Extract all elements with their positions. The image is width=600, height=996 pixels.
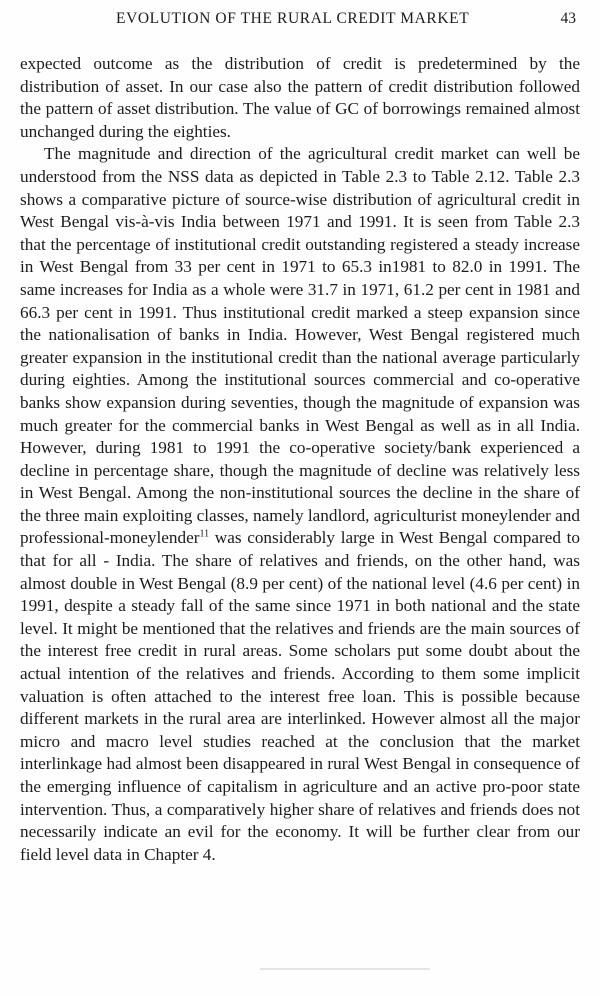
running-title: EVOLUTION OF THE RURAL CREDIT MARKET bbox=[116, 10, 470, 27]
show-through-smudge bbox=[260, 968, 430, 970]
page-number: 43 bbox=[560, 10, 576, 27]
paragraph-credit-market bbox=[20, 143, 580, 866]
paragraph-continuation: expected outcome as the distribution of credit is predetermined by the distribution of asset. In our case also the pattern of credit distribution followed the pattern of asset distribution. The value of GC of borrowings remained almost unchanged during the eighties. bbox=[20, 54, 580, 141]
body-text bbox=[20, 53, 580, 866]
paragraph-text-part: The magnitude and direction of the agricultural credit market can well be understood from the NSS data as depicted in Table 2.3 to Table 2.12. Table 2.3 shows a comparative picture of source-wise distribution of agricultural credit in West Bengal vis-à-vis India between 1971 and 1991. It is seen from Table 2.3 that the percentage of institutional credit outstanding registered a steady increase in West Bengal from 33 per cent in 1971 to 65.3 in1981 to 82.0 in 1991. The same increases for India as a whole were 31.7 in 1971, 61.2 per cent in 1981 and 66.3 per cent in 1991. Thus institutional credit marked a steep expansion since the nationalisation of banks in India. However, West Bengal registered much greater expansion in the institutional credit than the national average particularly during eighties. Among the institutional sources commercial and co-operative banks show expansion during seventies, though the magnitude of expansion was much greater for the commercial banks in West Bengal as well as in all India. However, during 1981 to 1991 the co-operative society/bank experienced a decline in percentage share, though the magnitude of decline was relatively less in West Bengal. Among the non-institutional sources the decline in the share of the three main exploiting classes, namely landlord, agriculturist moneylender and professional-moneylender bbox=[20, 144, 580, 548]
footnote-reference: 11 bbox=[199, 528, 210, 540]
running-header bbox=[20, 10, 580, 34]
paragraph-text-part: was considerably large in West Bengal compared to that for all - India. The share of relatives and friends, on the other hand, was almost double in West Bengal (8.9 per cent) of the national level (4.6 per cent) in 1991, despite a steady fall of the same since 1971 in both national and the state level. It might be mentioned that the relatives and friends are the main sources of the interest free credit in rural areas. Some scholars put some doubt about the actual intention of the relatives and friends. According to them some implicit valuation is often attached to the interest free loan. This is possible because different markets in the rural area are interlinked. However almost all the major micro and macro level studies reached at the conclusion that the market interlinkage had almost been disappeared in rural West Bengal in consequence of the emerging influence of capitalism in agriculture and an active pro-poor state intervention. Thus, a comparatively higher share of relatives and friends does not necessarily indicate an evil for the economy. It will be further clear from our field level data in Chapter 4. bbox=[20, 528, 580, 864]
